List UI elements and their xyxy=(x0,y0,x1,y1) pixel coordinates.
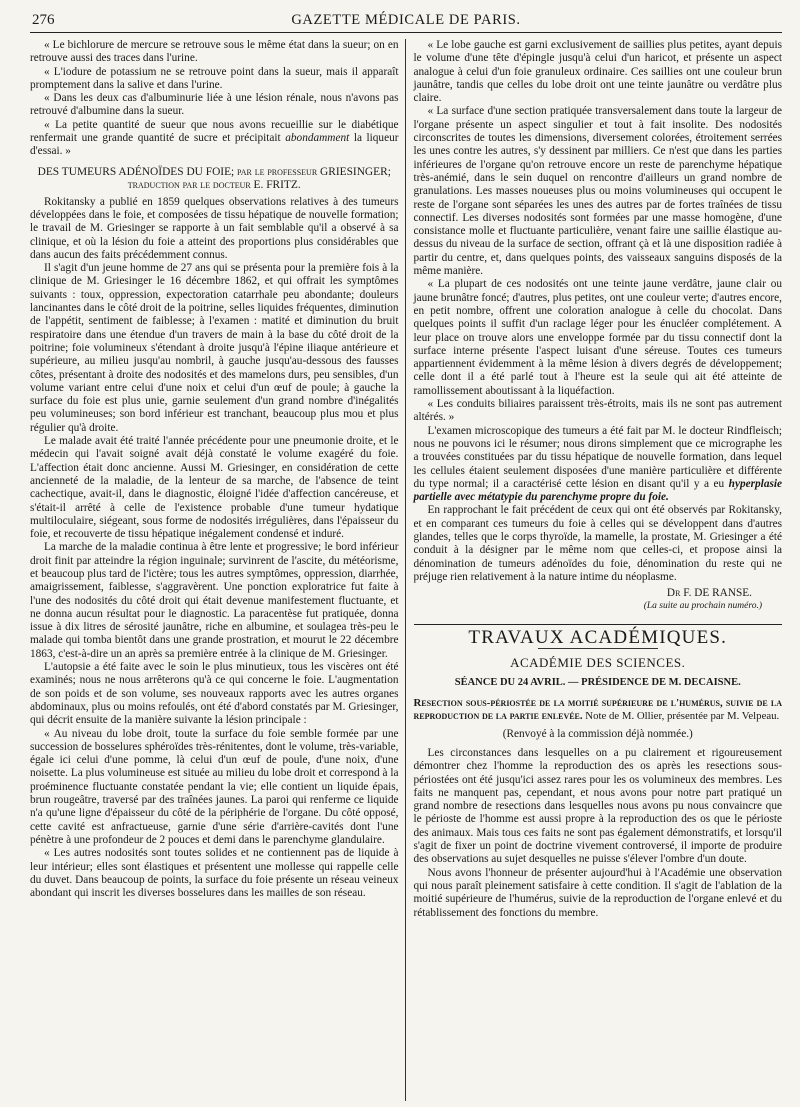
journal-title: GAZETTE MÉDICALE DE PARIS. xyxy=(291,12,521,28)
abstract-heading: Resection sous-périostée de la moitié supérieure de l'humérus, suivie de la reproduction de la partie enlevée. xyxy=(413,696,782,722)
left-column xyxy=(30,39,405,1101)
body-paragraph: « Le lobe gauche est garni exclusivement de saillies plus petites, ayant depuis le volume d'une tête d'épingle jusqu'à celui d'un haricot, et présente un aspect analogue à celui d'un foie granuleux ordinaire. Ces saillies ont une couleur brun jaunâtre, tandis que celles du lobe droit ont une teinte jaunâtre ou verdâtre plus claire. xyxy=(413,39,782,105)
body-paragraph: Rokitansky a publié en 1859 quelques observations relatives à des tumeurs développées dans le foie, et composées de tissu hépatique de nouvelle formation; le travail de M. Griesinger se rapporte à un fait semblable qu'il a observé à sa clinique, et où la lésion du foie a atteint des proportions plus considérables que dans aucun des faits précédemment connus. xyxy=(30,195,399,261)
emphasis-text: abondamment xyxy=(285,132,350,145)
body-paragraph: Les circonstances dans lesquelles on a pu clairement et rigoureusement démontrer chez l'homme la reproduction des os après les resections sous-périostées ont été jusqu'ici assez rares pour les os volumineux des membres. Les faits ne manquent pas, cependant, et nous avons pour notre part pratiqué un grand nombre de resections dans lesquelles nous avons pu nous convaincre que le périoste de l'homme est aussi propre à la reproduction des os que le périoste des animaux. Mais tous ces faits ne sont pas également démonstratifs, et lorsqu'il s'agit de fixer un point de doctrine vivement controversé, il importe de produire des observations au sujet desquelles ne puisse s'élever l'ombre d'un doute. xyxy=(413,746,782,866)
body-paragraph: L'autopsie a été faite avec le soin le plus minutieux, tous les viscères ont été examinés; nous ne nous arrêterons qu'à ce qui concerne le foie. L'augmentation de son poids et de son volume, ses nouveaux rapports avec les autres organes abdominaux, plus ou moins refoulés, ont été d'abord constatés par M. Griesinger, qui décrit ensuite de la manière suivante la lésion principale : xyxy=(30,661,399,727)
body-paragraph: « La plupart de ces nodosités ont une teinte jaune verdâtre, jaune clair ou jaune brunâtre foncé; d'autres, plus petites, ont une couleur verte; d'autres encore, en petit nombre, offrent une coloration analogue à celle du chocolat. Dans quelques points il suffit d'un raclage léger pour les énucléer complétement. A leur place on trouve alors une enveloppe formée par du tissu connectif dont la surface interne présente l'aspect luisant d'une séreuse. Toutes ces tumeurs appartiennent évidemment à la même lésion à divers degrés de développement; celle dont il a été parlé tout à l'heure est la seule qui ait été atteinte de ramollissement aboutissant à la liquéfaction. xyxy=(413,278,782,397)
quote-paragraph: « L'iodure de potassium ne se retrouve point dans la sueur, mais il apparaît promptement dans la salive et dans l'urine. xyxy=(30,65,399,91)
body-paragraph: Le malade avait été traité l'année précédente pour une pneumonie droite, et le médecin qui l'avait soigné avait déjà constaté le volume exagéré du foie. L'affection était donc ancienne. Aussi M. Griesinger, en considération de cette ancienneté de la maladie, de la lenteur de sa marche, de l'absence de teint cachectique, avait-il, dans le diagnostic, éloigné l'idée d'affection cancéreuse, et s'était-il arrêté à celle de l'existence probable d'une tumeur hydatique multiloculaire, siégeant, sous forme de nodosités irrégulières, dans l'épaisseur du foie, et recouverte de tissu hépatique inégalement condensé et induré. xyxy=(30,435,399,541)
section-divider xyxy=(414,624,783,625)
right-column xyxy=(405,39,783,1101)
body-paragraph: « Au niveau du lobe droit, toute la surface du foie semble formée par une succession de bosselures sphéroïdes très-rénitentes, dont le volume, très-variable, égale ici celui d'une pomme, là celui d'un œuf de poule, d'une noix, d'une noisette. La plus volumineuse est située au milieu du lobe droit et correspond à la proéminence fluctuante constatée pendant la vie; elle contient un liquide épais, brun rougeâtre, traversé par des traînées jaunes. La paroi qui renferme ce liquide n'a qu'une ligne d'épaisseur du côté de la périphérie de l'organe. Du côté opposé, cette cavité est anfractueuse, garnie d'une série d'arrière-cavités dont l'une pénètre à une profondeur de 2 pouces et demi dans le parenchyme glandulaire. xyxy=(30,727,399,846)
article-translator: traduction par le docteur E. FRITZ. xyxy=(127,178,301,191)
quote-text: « La petite quantité de sueur que nous avons recueillie sur le diabétique renfermait une grande quantité de sucre et précipitait xyxy=(30,118,399,145)
quote-paragraph: « Le bichlorure de mercure se retrouve sous le même état dans la sueur; on en retrouve aussi des traces dans l'urine. xyxy=(30,39,399,65)
quote-paragraph-diabetic xyxy=(30,119,399,159)
page-header xyxy=(30,10,782,33)
title-rule xyxy=(538,648,658,649)
continued-note: (La suite au prochain numéro.) xyxy=(643,601,762,612)
text-columns xyxy=(30,39,782,1101)
conclusion-paragraph: En rapprochant le fait précédent de ceux qui ont été observés par Rokitansky, et en comparant ces tumeurs du foie à celles qui se développent dans d'autres glandes, telles que le corps thyroïde, la mamelle, la prostate, M. Griesinger a été conduit à la désigner par le même nom que celles-ci, et propose ainsi la dénomination de tumeurs adénoïdes du foie, dénomination du reste qui ne préjuge rien relativement à la nature intime du néoplasme. xyxy=(413,504,782,583)
academy-heading: ACADÉMIE DES SCIENCES. xyxy=(510,655,686,671)
body-paragraph: « Les autres nodosités sont toutes solides et ne contiennent pas de liquide à leur intérieur; elles sont élastiques et présentent une mollesse qui rappelle celle du duvet. Dans beaucoup de points, la surface du foie présente un réseau veineux abondant qui inscrit les diverses bosselures dans les mailles de son réseau. xyxy=(30,847,399,900)
article-title xyxy=(30,166,399,192)
body-paragraph: « La surface d'une section pratiquée transversalement dans toute la largeur de l'organe présente un aspect singulier et tout à fait insolite. Des nodosités circonscrites de toutes les dimensions, diversement colorées, étroitement serrées les unes contre les autres, s'y dessinent par milliers. Ce n'est que dans les parties inférieures de l'organe qu'on retrouve encore un reste de parenchyme hépatique très-anémié, dans le sein duquel on rencontre d'ailleurs un grand nombre de granulations. Les masses noueuses plus ou moins volumineuses qui occupent le reste de l'organe sont séparées les unes des autres par de fortes traînées de tissu connectif. Les diverses nodosités sont formées par une masse homogène, d'une consistance molle et fluctuante particulière, venant faire une saillie élastique au-dessus du niveau de la surface de section, offrant çà et là une disposition radiée à partir du centre, et, dans quelques points, des vaisseaux sanguins disposés de la même manière. xyxy=(413,105,782,278)
section-title-text: TRAVAUX ACADÉMIQUES. xyxy=(468,626,728,648)
body-paragraph: Il s'agit d'un jeune homme de 27 ans qui se présenta pour la première fois à la clinique de M. Griesinger le 16 décembre 1862, et qui offrait les symptômes suivants : toux, oppression, expectoration catarrhale peu abondante; douleurs lancinantes dans le côté droit de la poitrine, selles liquides fréquentes, diminution de l'appétit, sentiment de faiblesse; à l'examen : matité et diminution du bruit respiratoire dans une étendue d'un travers de main à la base du côté droit de la poitrine; foie volumineux s'étendant à droite jusqu'à l'épine iliaque antérieure et supérieure, au milieu jusqu'au nombril, à gauche jusqu'au-dessous des fausses côtes, présentant à droite des nodosités et des mamelons durs, peu sensibles, d'un volume variant entre celui d'une noix et celui d'un œuf de poule; à gauche la surface du foie est plus unie, garnie seulement d'un grand nombre d'inégalités peu volumineuses; son bord inférieur est tranchant, beaucoup plus mou et plus régulier qu'à droite. xyxy=(30,262,399,434)
referral-note: (Renvoyé à la commission déjà nommée.) xyxy=(502,727,693,740)
body-paragraph: La marche de la maladie continua à être lente et progressive; le bord inférieur droit finit par atteindre la région inguinale; survinrent de l'ascite, du météorisme, et beaucoup plus tard de l'ictère; tous les autres symptômes, oppression, diarrhée, amaigrissement, faiblesse, s'aggravèrent. Une ponction exploratrice fut faite à l'une des nodosités du côté droit qui était devenue manifestement fluctuante, et ne donna aucun résultat pour le diagnostic. La paracentèse fut pratiquée, donna issue à dix litres de sérosité jaunâtre, riche en albumine, et soulagea très-peu le malade qui tomba bientôt dans une grande prostration, et mourut le 22 décembre 1863, c'est-à-dire un an après sa première entrée à la clinique de M. Griesinger. xyxy=(30,541,399,660)
abstract-author: Note de M. Ollier, présentée par M. Velpeau. xyxy=(585,709,780,722)
page-number: 276 xyxy=(32,12,55,28)
body-paragraph: « Les conduits biliaires paraissent très-étroits, mais ils ne sont pas autrement altérés. » xyxy=(413,398,782,424)
emphasis-text: hyperplasie partielle avec métatypie du parenchyme propre du foie. xyxy=(413,477,782,504)
session-heading: SÉANCE DU 24 AVRIL. — PRÉSIDENCE DE M. DECAISNE. xyxy=(454,677,741,689)
microscopy-paragraph xyxy=(414,425,783,505)
microscopy-text: L'examen microscopique des tumeurs a été fait par M. le docteur Rindfleisch; nous ne pouvons ici le résumer; nous dirons simplement que ce micrographe les a trouvées constituées par du tissu hépatique de nouvelle formation, dans lequel les cellules étaient seulement disposées d'une manière particulière et différente du type normal; il a caractérisé cette lésion en disant qu'il y a eu xyxy=(413,424,782,490)
body-paragraph: Nous avons l'honneur de présenter aujourd'hui à l'Académie une observation qui nous paraît pleinement satisfaire à cette condition. Il s'agit de l'ablation de la moitié supérieure de l'humérus, suivie de la reproduction de l'organe enlevé et du rétablissement des fonctions du membre. xyxy=(413,866,782,919)
article-heading: DES TUMEURS ADÉNOÏDES DU FOIE; par le professeur GRIESINGER; xyxy=(37,165,391,178)
section-title xyxy=(414,626,783,649)
abstract-title xyxy=(414,697,783,723)
quote-paragraph: « Dans les deux cas d'albuminurie liée à une lésion rénale, nous n'avons pas retrouvé d'albumine dans la sueur. xyxy=(30,92,399,118)
author-signature: Dr F. DE RANSE. xyxy=(666,587,752,600)
quote-text: la liqueur d'essai. » xyxy=(30,132,399,158)
